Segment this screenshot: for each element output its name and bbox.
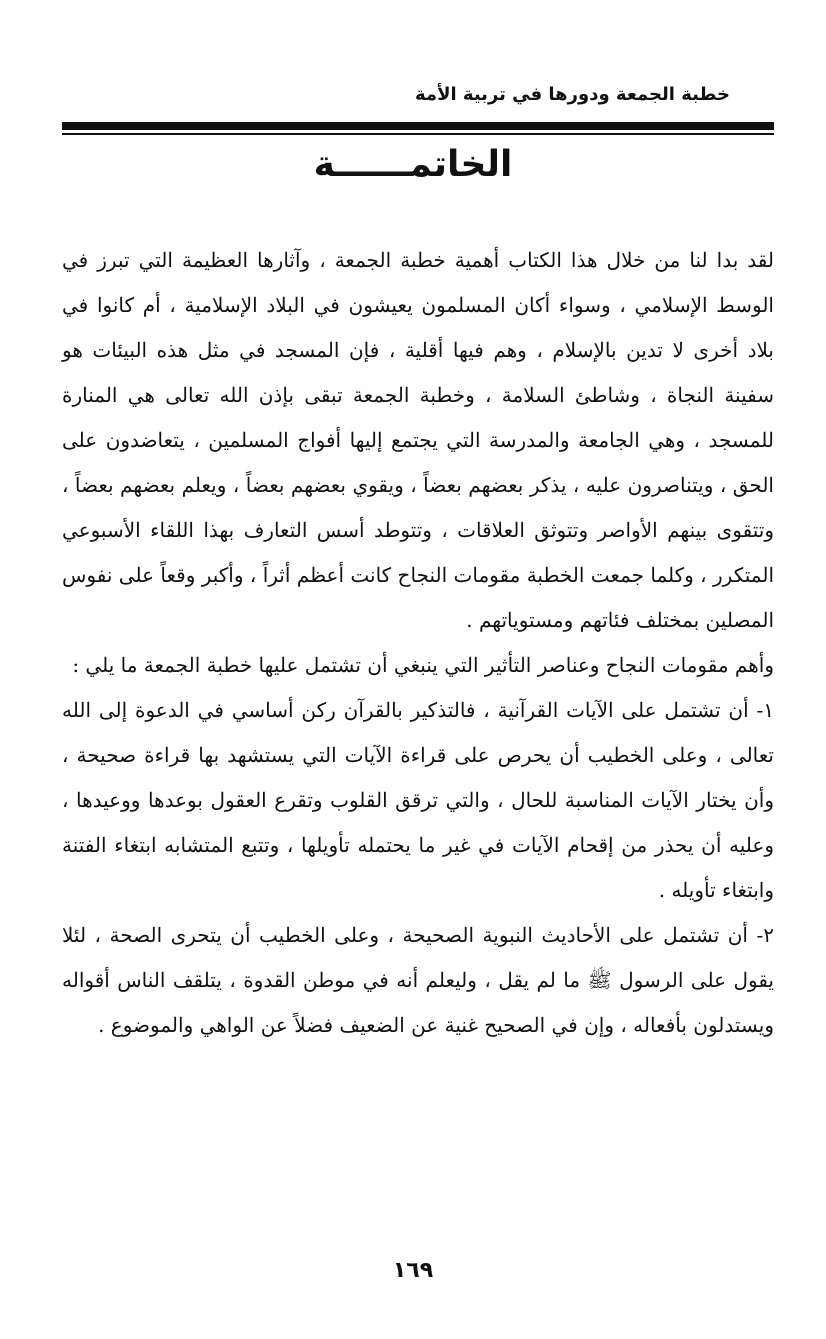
body-text <box>62 238 774 1048</box>
paragraph-point-2: ٢- أن تشتمل على الأحاديث النبوية الصحيحة ، وعلى الخطيب أن يتحرى الصحة ، لئلا يقول على الرسول ﷺ ما لم يقل ، وليعلم أنه في موطن القدوة ، يتلقف الناس أقواله ويستدلون بأفعاله ، وإن في الصحيح غنية عن الضعيف فضلاً عن الواهي والموضوع . <box>62 923 774 1037</box>
paragraph-point-1: ١- أن تشتمل على الآيات القرآنية ، فالتذكير بالقرآن ركن أساسي في الدعوة إلى الله تعالى ، وعلى الخطيب أن يحرص على قراءة الآيات التي يستشهد بها قراءة صحيحة ، وأن يختار الآيات المناسبة للحال ، والتي ترقق القلوب وتقرع العقول بوعدها ووعيدها ، وعليه أن يحذر من إقحام الآيات في غير ما يحتمله تأويلها ، وتتبع المتشابه ابتغاء الفتنة وابتغاء تأويله . <box>62 698 774 902</box>
page-number: ١٦٩ <box>392 1258 434 1283</box>
paragraph-intro: لقد بدا لنا من خلال هذا الكتاب أهمية خطبة الجمعة ، وآثارها العظيمة التي تبرز في الوسط الإسلامي ، وسواء أكان المسلمون يعيشون في البلاد الإسلامية ، أم كانوا في بلاد أخرى لا تدين بالإسلام ، وهم فيها أقلية ، فإن المسجد في مثل هذه البيئات هو سفينة النجاة ، وشاطئ السلامة ، وخطبة الجمعة تبقى بإذن الله تعالى هي المنارة للمسجد ، وهي الجامعة والمدرسة التي يجتمع إليها أفواج المسلمين ، يتعاضدون على الحق ، ويتناصرون عليه ، يذكر بعضهم بعضاً ، ويقوي بعضهم بعضاً ، ويعلم بعضهم بعضاً ، وتتقوى بينهم الأواصر وتتوثق العلاقات ، وتتوطد أسس التعارف بهذا اللقاء الأسبوعي المتكرر ، وكلما جمعت الخطبة مقومات النجاح كانت أعظم أثراً ، وأكبر وقعاً على نفوس المصلين بمختلف فئاتهم ومستوياتهم . <box>62 248 774 632</box>
paragraph-lead-in: وأهم مقومات النجاح وعناصر التأثير التي ينبغي أن تشتمل عليها خطبة الجمعة ما يلي : <box>72 653 774 677</box>
header-rule-thin <box>62 133 774 135</box>
running-header: خطبة الجمعة ودورها في تربية الأمة <box>415 84 730 105</box>
header-rule-thick <box>62 122 774 130</box>
chapter-title: الخاتمــــــة <box>313 144 513 185</box>
